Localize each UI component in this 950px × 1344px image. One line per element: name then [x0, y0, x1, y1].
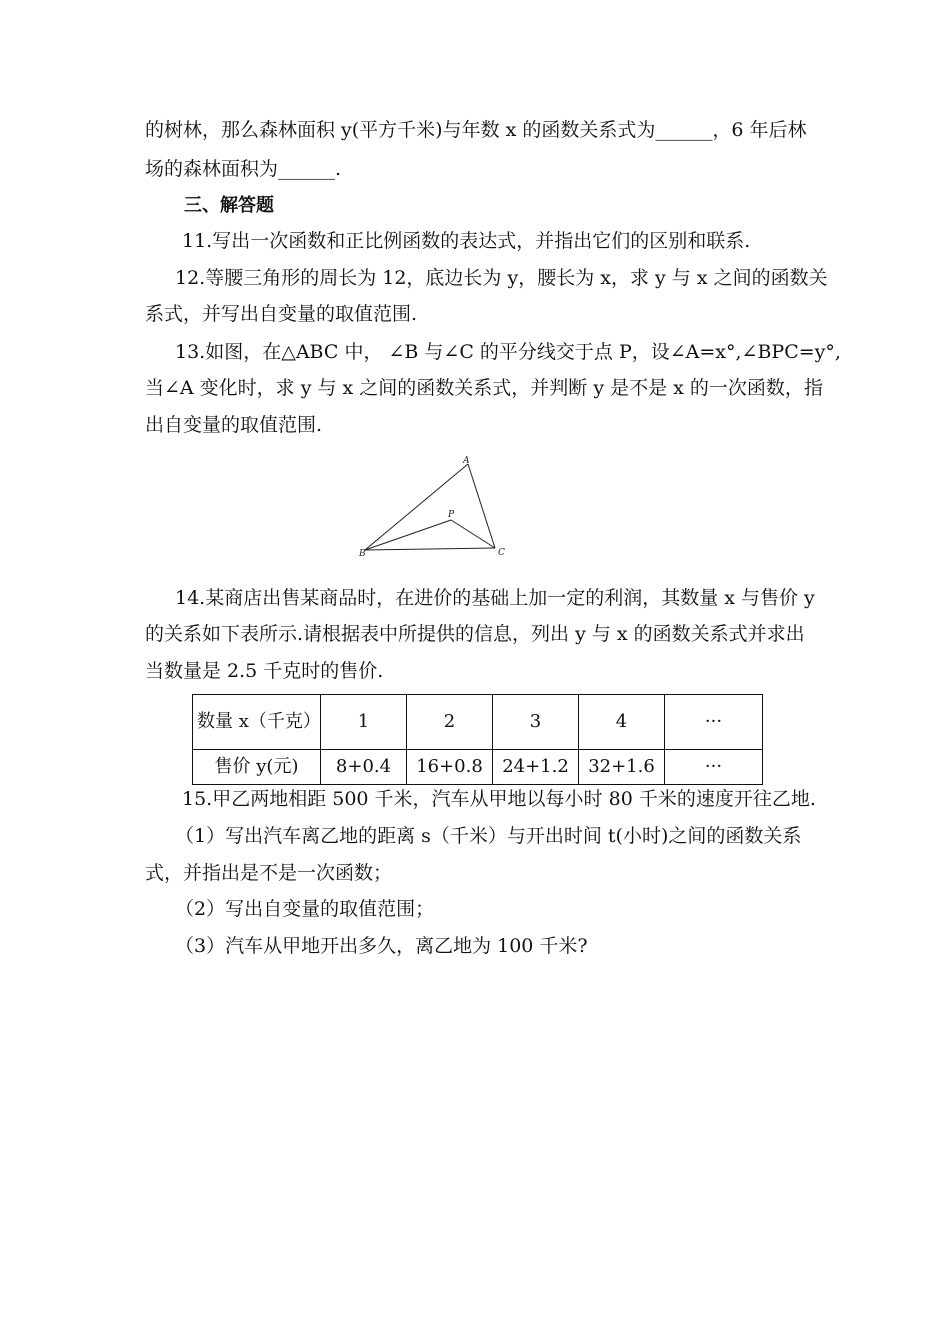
question-15-part-1-line-1: （1）写出汽车离乙地的距离 s（千米）与开出时间 t(小时)之间的函数关系 [175, 825, 802, 847]
table-header-cell: 数量 x（千克） [193, 695, 321, 750]
segment-bc [365, 548, 495, 550]
table-cell: 16+0.8 [407, 750, 493, 785]
table-cell: 2 [407, 695, 493, 750]
segment-ba [365, 464, 468, 550]
segment-bp [365, 520, 451, 550]
table-cell: 1 [321, 695, 407, 750]
question-12-line-1: 12.等腰三角形的周长为 12，底边长为 y，腰长为 x，求 y 与 x 之间的函数关 [175, 267, 828, 289]
question-11: 11.写出一次函数和正比例函数的表达式，并指出它们的区别和联系. [182, 230, 751, 252]
label-p: P [448, 510, 455, 520]
question-15-part-2: （2）写出自变量的取值范围； [175, 898, 435, 920]
label-c: C [498, 548, 505, 558]
question-13-line-3: 出自变量的取值范围. [145, 414, 323, 436]
section-heading: 三、解答题 [184, 195, 274, 216]
question-14-line-3: 当数量是 2.5 千克时的售价. [145, 660, 384, 682]
label-b: B [359, 549, 366, 559]
label-a: A [463, 456, 470, 466]
text-line: 的树林，那么森林面积 y(平方千米)与年数 x 的函数关系式为______，6 年后林 [145, 119, 807, 141]
table-cell: ··· [665, 695, 763, 750]
table-row [193, 750, 763, 785]
table-cell: 4 [579, 695, 665, 750]
question-14-line-1: 14.某商店出售某商品时，在进价的基础上加一定的利润，其数量 x 与售价 y [175, 587, 815, 609]
question-12-line-2: 系式，并写出自变量的取值范围. [145, 303, 418, 325]
question-15: 15.甲乙两地相距 500 千米，汽车从甲地以每小时 80 千米的速度开往乙地. [182, 788, 816, 810]
segment-ac [468, 464, 495, 548]
table-cell: 3 [493, 695, 579, 750]
table-cell: 8+0.4 [321, 750, 407, 785]
table-cell: 24+1.2 [493, 750, 579, 785]
question-15-part-3: （3）汽车从甲地开出多久，离乙地为 100 千米? [175, 935, 588, 957]
table-cell: ··· [665, 750, 763, 785]
table-row [193, 695, 763, 750]
text-line: 场的森林面积为______. [145, 158, 342, 180]
price-table [192, 694, 763, 785]
table-header-cell: 售价 y(元) [193, 750, 321, 785]
table-cell: 32+1.6 [579, 750, 665, 785]
triangle-figure [355, 450, 515, 562]
segment-pc [451, 520, 495, 548]
question-15-part-1-line-2: 式，并指出是不是一次函数； [145, 862, 393, 884]
question-14-line-2: 的关系如下表所示.请根据表中所提供的信息，列出 y 与 x 的函数关系式并求出 [145, 623, 805, 645]
question-13-line-1: 13.如图，在△ABC 中， ∠B 与∠C 的平分线交于点 P，设∠A=x°,∠BPC=y°, [175, 341, 841, 363]
question-13-line-2: 当∠A 变化时，求 y 与 x 之间的函数关系式，并判断 y 是不是 x 的一次函数，指 [145, 377, 823, 399]
